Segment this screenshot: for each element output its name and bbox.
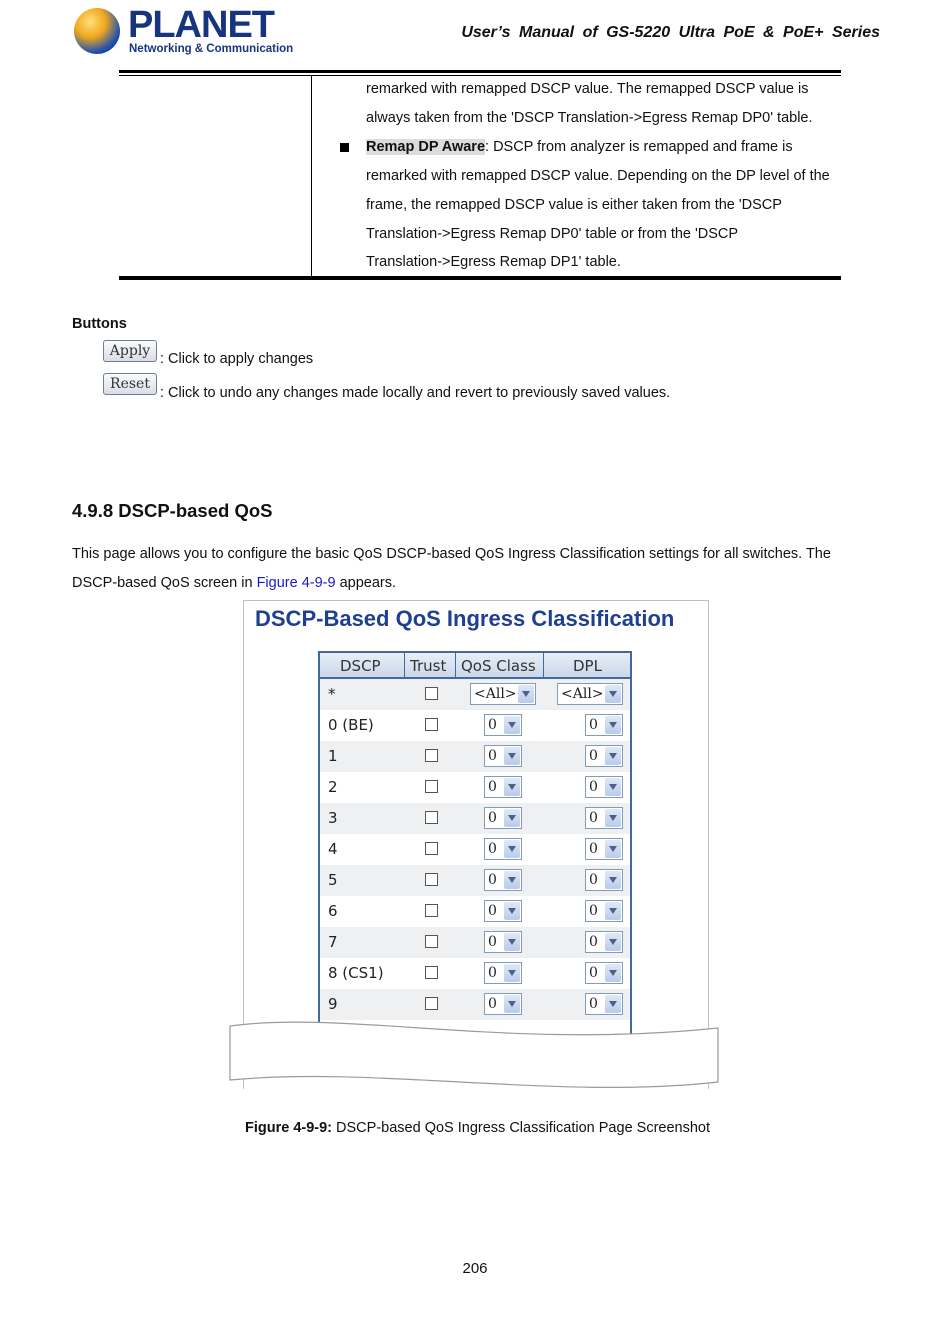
logo-wordmark: PLANET xyxy=(128,4,274,46)
table-row-all xyxy=(320,679,630,710)
column-header-qos-class: QoS Class xyxy=(461,657,536,675)
dpl-select[interactable]: 0 xyxy=(585,745,623,767)
chevron-down-icon xyxy=(605,840,621,858)
chevron-down-icon xyxy=(504,995,520,1013)
qos-class-select[interactable]: 0 xyxy=(484,776,522,798)
trust-checkbox[interactable] xyxy=(425,873,438,886)
dpl-select-all[interactable]: <All> xyxy=(557,683,623,705)
chevron-down-icon xyxy=(504,871,520,889)
row-label: 8 (CS1) xyxy=(328,964,384,982)
chevron-down-icon xyxy=(605,778,621,796)
trust-checkbox[interactable] xyxy=(425,780,438,793)
chevron-down-icon xyxy=(605,964,621,982)
globe-logo-icon xyxy=(74,8,120,54)
table-row xyxy=(320,927,630,958)
dpl-select[interactable]: 0 xyxy=(585,714,623,736)
chevron-down-icon xyxy=(504,902,520,920)
row-label: 1 xyxy=(328,747,338,765)
apply-description: : Click to apply changes xyxy=(160,351,314,367)
chevron-down-icon xyxy=(504,840,520,858)
row-label: 5 xyxy=(328,871,338,889)
trust-checkbox[interactable] xyxy=(425,966,438,979)
table-row xyxy=(320,741,630,772)
chevron-down-icon xyxy=(504,964,520,982)
dpl-select[interactable]: 0 xyxy=(585,931,623,953)
row-label: 2 xyxy=(328,778,338,796)
chevron-down-icon xyxy=(504,747,520,765)
square-bullet-icon xyxy=(340,143,349,152)
column-header-trust: Trust xyxy=(410,657,447,675)
chevron-down-icon xyxy=(605,933,621,951)
table-row xyxy=(320,865,630,896)
row-label: 9 xyxy=(328,995,338,1013)
bullet-text: : DSCP from analyzer is remapped and frame is xyxy=(485,139,793,155)
table-row xyxy=(320,710,630,741)
qos-class-select[interactable]: 0 xyxy=(484,900,522,922)
qos-class-select[interactable]: 0 xyxy=(484,745,522,767)
intro-paragraph-line: DSCP-based QoS screen in Figure 4-9-9 appears. xyxy=(72,575,397,591)
parameter-table-continuation xyxy=(119,70,841,280)
table-row xyxy=(320,958,630,989)
logo-tagline: Networking & Communication xyxy=(129,43,294,55)
chevron-down-icon xyxy=(504,809,520,827)
chevron-down-icon xyxy=(605,902,621,920)
reset-button[interactable]: Reset xyxy=(103,373,157,395)
dpl-select[interactable]: 0 xyxy=(585,776,623,798)
trust-checkbox[interactable] xyxy=(425,997,438,1010)
chevron-down-icon xyxy=(605,809,621,827)
chevron-down-icon xyxy=(504,933,520,951)
dpl-select[interactable]: 0 xyxy=(585,993,623,1015)
trust-checkbox[interactable] xyxy=(425,842,438,855)
table-text-line: Translation->Egress Remap DP0' table or from the 'DSCP xyxy=(366,226,739,242)
dpl-select[interactable]: 0 xyxy=(585,962,623,984)
row-label: * xyxy=(328,685,336,703)
dpl-select[interactable]: 0 xyxy=(585,807,623,829)
table-header xyxy=(318,651,632,679)
qos-class-select[interactable]: 0 xyxy=(484,714,522,736)
chevron-down-icon xyxy=(605,871,621,889)
table-bullet-line xyxy=(366,139,793,155)
manual-title: User’s Manual of GS-5220 Ultra PoE & PoE+ Series xyxy=(461,24,880,41)
row-label: 7 xyxy=(328,933,338,951)
figure-title: DSCP-Based QoS Ingress Classification xyxy=(255,606,675,631)
trust-checkbox[interactable] xyxy=(425,687,438,700)
table-row xyxy=(320,803,630,834)
torn-edge-graphic xyxy=(228,1016,720,1096)
column-header-dpl: DPL xyxy=(573,657,602,675)
bullet-term: Remap DP Aware xyxy=(366,139,486,155)
table-text-line: Translation->Egress Remap DP1' table. xyxy=(366,254,621,270)
trust-checkbox[interactable] xyxy=(425,811,438,824)
table-text-line: remarked with remapped DSCP value. The remapped DSCP value is xyxy=(366,81,809,97)
qos-class-select[interactable]: 0 xyxy=(484,993,522,1015)
qos-class-select[interactable]: 0 xyxy=(484,931,522,953)
column-header-dscp: DSCP xyxy=(340,657,381,675)
table-text-line: always taken from the 'DSCP Translation->Egress Remap DP0' table. xyxy=(366,110,813,126)
chevron-down-icon xyxy=(605,995,621,1013)
reset-description: : Click to undo any changes made locally and revert to previously saved values. xyxy=(160,385,671,401)
trust-checkbox[interactable] xyxy=(425,749,438,762)
qos-class-select[interactable]: 0 xyxy=(484,962,522,984)
table-row xyxy=(320,834,630,865)
chevron-down-icon xyxy=(605,685,621,703)
chevron-down-icon xyxy=(504,716,520,734)
table-body xyxy=(318,679,632,1039)
page-number: 206 xyxy=(462,1260,488,1277)
table-row xyxy=(320,896,630,927)
trust-checkbox[interactable] xyxy=(425,718,438,731)
row-label: 4 xyxy=(328,840,338,858)
planet-logo xyxy=(72,4,294,60)
section-heading: 4.9.8 DSCP-based QoS xyxy=(72,500,273,521)
table-text-line: frame, the remapped DSCP value is either taken from the 'DSCP xyxy=(366,197,782,213)
qos-class-select[interactable]: 0 xyxy=(484,869,522,891)
row-label: 6 xyxy=(328,902,338,920)
trust-checkbox[interactable] xyxy=(425,935,438,948)
chevron-down-icon xyxy=(504,778,520,796)
trust-checkbox[interactable] xyxy=(425,904,438,917)
qos-class-select[interactable]: 0 xyxy=(484,807,522,829)
qos-class-select-all[interactable]: <All> xyxy=(470,683,536,705)
apply-button[interactable]: Apply xyxy=(103,340,157,362)
chevron-down-icon xyxy=(605,747,621,765)
chevron-down-icon xyxy=(605,716,621,734)
chevron-down-icon xyxy=(518,685,534,703)
buttons-heading: Buttons xyxy=(72,316,127,332)
table-row xyxy=(320,772,630,803)
dpl-select[interactable]: 0 xyxy=(585,838,623,860)
table-text-line: remarked with remapped DSCP value. Depending on the DP level of the xyxy=(366,168,830,184)
dpl-select[interactable]: 0 xyxy=(585,869,623,891)
dpl-select[interactable]: 0 xyxy=(585,900,623,922)
intro-paragraph-line: This page allows you to configure the basic QoS DSCP-based QoS Ingress Classification settings for all switches. The xyxy=(72,546,831,562)
qos-class-select[interactable]: 0 xyxy=(484,838,522,860)
figure-caption: Figure 4-9-9: DSCP-based QoS Ingress Classification Page Screenshot xyxy=(245,1120,711,1136)
figure-link[interactable]: Figure 4-9-9 xyxy=(256,575,336,591)
row-label: 3 xyxy=(328,809,338,827)
row-label: 0 (BE) xyxy=(328,716,374,734)
